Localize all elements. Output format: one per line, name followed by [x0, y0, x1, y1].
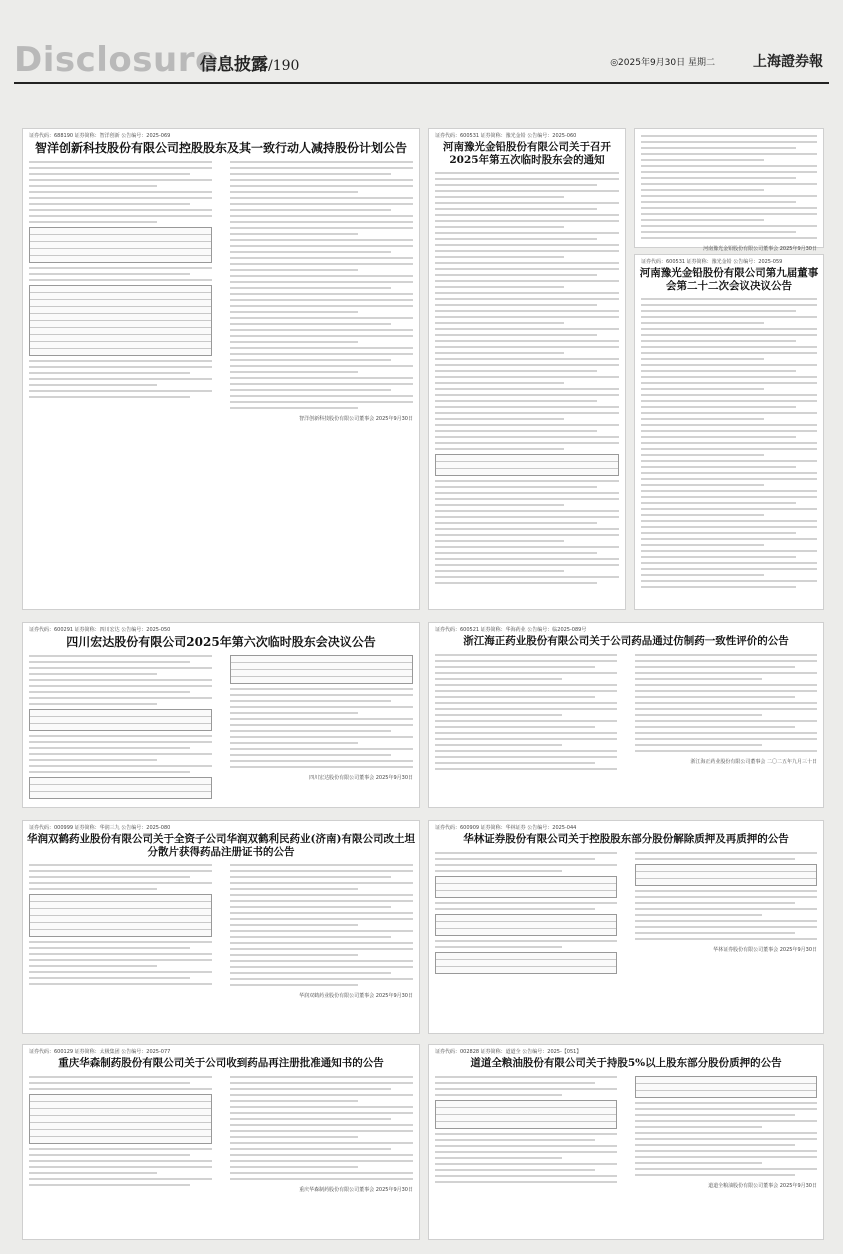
section-title: [200, 50, 299, 75]
pledge-basic-table: [435, 1100, 617, 1129]
notice-title: 重庆华森制药股份有限公司关于公司收到药品再注册批准通知书的公告: [58, 1057, 384, 1069]
reregistration-table: [29, 1094, 212, 1144]
notice-body-col2: [224, 157, 419, 413]
notice-signature: 智洋创新科技股份有限公司董事会 2025年9月30日: [299, 416, 413, 423]
notice-shuanghe: [22, 820, 420, 1034]
notice-title: 浙江海正药业股份有限公司关于公司药品通过仿制药一致性评价的公告: [463, 635, 789, 647]
cumulative-pledge-table: [435, 952, 617, 974]
cumulative-pledge-table: [635, 1076, 817, 1098]
page-number: /190: [268, 58, 300, 74]
notice-yuguang-continued: [634, 128, 824, 252]
notice-meta: 证券代码：600129 证券简称：太极集团 公告编号：2025-077: [29, 1049, 171, 1055]
notice-yuguang-board: [634, 254, 824, 610]
notice-signature: 道道全粮油股份有限公司董事会 2025年9月30日: [708, 1182, 817, 1189]
pledge-release-table: [435, 876, 617, 898]
notice-meta: 证券代码：600521 证券简称：华海药业 公告编号：临2025-089号: [435, 627, 587, 633]
voting-table-2: [230, 655, 413, 684]
notice-signature: 华林证券股份有限公司董事会 2025年9月30日: [713, 946, 817, 953]
pledge-detail-table: [635, 864, 817, 886]
notice-meta: 证券代码：600531 证券简称：豫光金铅 公告编号：2025-059: [641, 259, 783, 265]
brand-wordmark: Disclosure: [14, 40, 219, 80]
notice-body-col1: [23, 157, 218, 413]
section-name: 信息披露: [200, 55, 268, 75]
notice-signature: 浙江海正药业股份有限公司董事会 二〇二五年九月三十日: [690, 758, 817, 765]
notice-signature: 重庆华森制药股份有限公司董事会 2025年9月30日: [299, 1186, 413, 1193]
notice-signature: 河南豫光金铅股份有限公司董事会 2025年9月30日: [703, 246, 817, 252]
notice-title: 河南豫光金铅股份有限公司关于召开2025年第五次临时股东会的通知: [443, 141, 611, 166]
reduction-plan-table: [29, 285, 212, 356]
notice-signature: 四川宏达股份有限公司董事会 2025年9月30日: [309, 775, 413, 782]
newspaper-name: 上海證券報: [753, 54, 823, 70]
notice-title: 河南豫光金铅股份有限公司第九届董事会第二十二次会议决议公告: [639, 267, 819, 292]
pledge-table: [435, 914, 617, 936]
notice-daodaoquan: [428, 1044, 824, 1240]
notice-title: 道道全粮油股份有限公司关于持股5%以上股东部分股份质押的公告: [470, 1057, 782, 1069]
notice-meta: 证券代码：002828 证券简称：道道全 公告编号：2025-【051】: [435, 1049, 582, 1055]
notice-meta: 证券代码：688190 证券简称：智洋创新 公告编号：2025-069: [29, 133, 171, 139]
notice-meta: 证券代码：600291 证券简称：四川宏达 公告编号：2025-050: [29, 627, 171, 633]
voting-table: [29, 777, 212, 799]
notice-title: 智洋创新科技股份有限公司控股股东及其一致行动人减持股份计划公告: [34, 141, 407, 155]
notice-huasen: [22, 1044, 420, 1240]
notice-title: 华林证券股份有限公司关于控股股东部分股份解除质押及再质押的公告: [463, 833, 789, 845]
notice-meta: 证券代码：600531 证券简称：豫光金铅 公告编号：2025-060: [435, 133, 577, 139]
notice-zhiyang: [22, 128, 420, 610]
notice-signature: 华润双鹤药业股份有限公司董事会 2025年9月30日: [299, 993, 413, 1000]
attendance-table: [29, 709, 212, 731]
page-header: [0, 0, 843, 95]
shareholding-table: [29, 227, 212, 263]
issue-date: ◎2025年9月30日 星期二: [610, 58, 715, 68]
notice-haizheng: [428, 622, 824, 808]
notice-title: 四川宏达股份有限公司2025年第六次临时股东会决议公告: [66, 635, 376, 649]
notice-meta: 证券代码：000999 证券简称：华润三九 公告编号：2025-080: [29, 825, 171, 831]
notice-hongda: [22, 622, 420, 808]
notice-title: 华润双鹤药业股份有限公司关于全资子公司华润双鹤利民药业(济南)有限公司改土坦分散片获得药品注册证书的公告: [27, 833, 415, 858]
proposal-table: [435, 454, 619, 476]
header-divider: [14, 82, 829, 84]
drug-info-table: [29, 894, 212, 937]
notice-yuguang-meeting: [428, 128, 626, 610]
notice-meta: 证券代码：600909 证券简称：华林证券 公告编号：2025-044: [435, 825, 577, 831]
notice-hualin: [428, 820, 824, 1034]
